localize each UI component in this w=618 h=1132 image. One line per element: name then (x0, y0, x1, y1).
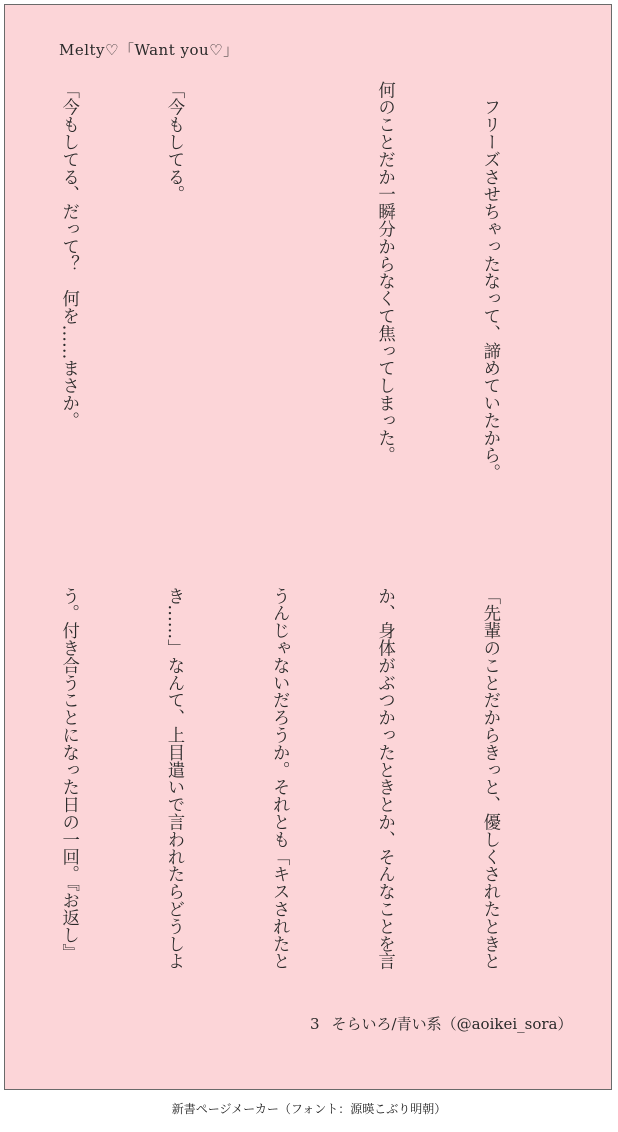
text-line: き……」なんて、上目遣いで言われたらどうしよ (163, 587, 184, 970)
text-line: う。付き合うことになった日の一回。『お返し』 (58, 587, 79, 962)
manuscript-page (4, 4, 612, 1090)
text-line: うんじゃないだろうか。それとも「キスされたと (269, 587, 290, 970)
text-line: 「先輩のことだからきっと、優しくされたときと (479, 587, 500, 970)
text-line: フリーズさせちゃったなって、諦めていたから。 (479, 81, 500, 482)
text-line: 「今もしてる、だって？ 何を……まさか。 (58, 81, 79, 429)
author-credit: そらいろ/青い系（@aoikei_sora） (331, 1015, 573, 1033)
text-line (261, 81, 296, 531)
text-line: 「今もしてる。 (163, 81, 184, 203)
page-footer (310, 1013, 572, 1034)
page-number: 3 (310, 1015, 320, 1033)
text-line: か、身体がぶつかったときとか、そんなことを言 (374, 587, 395, 970)
page-title: Melty♡「Want you♡」 (59, 41, 239, 59)
maker-credit: 新書ページメーカー（フォント：源暎こぶり明朝） (171, 1102, 447, 1116)
lower-text-block (57, 587, 577, 1007)
upper-text-block (57, 81, 577, 531)
text-line: 何のことだか一瞬分からなくて焦ってしまった。 (374, 81, 395, 464)
